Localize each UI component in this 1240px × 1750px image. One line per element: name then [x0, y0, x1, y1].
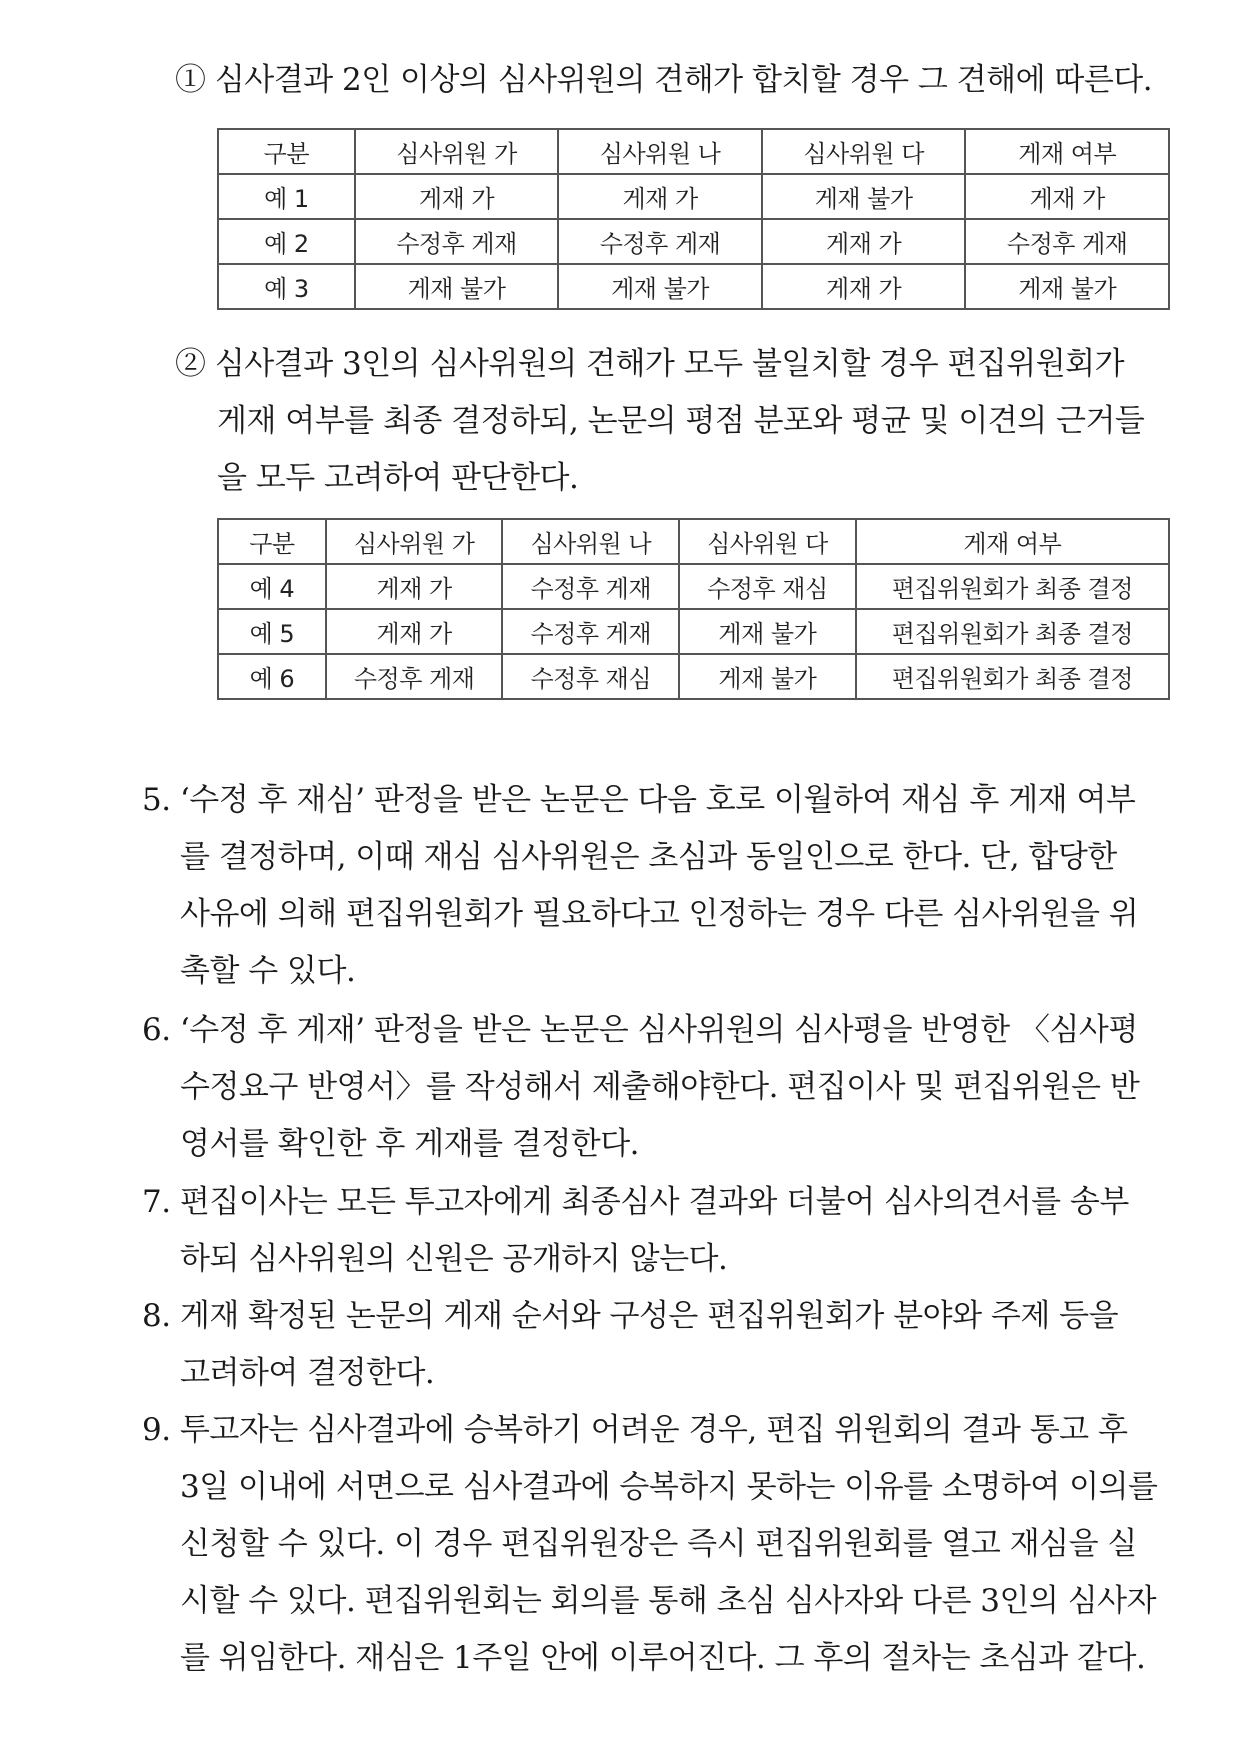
table-cell: 수정후 게재: [965, 219, 1169, 264]
item-6-line: 영서를 확인한 후 게재를 결정한다.: [180, 1126, 640, 1162]
table-cell: 예 1: [218, 174, 355, 219]
rule-2-line: 게재 여부를 최종 결정하되, 논문의 평점 분포와 평균 및 이견의 근거들: [217, 403, 1145, 439]
table-cell: 게재 가: [965, 174, 1169, 219]
table-cell: 수정후 재심: [679, 564, 856, 609]
item-8-paragraph: [142, 1288, 1175, 1402]
item-5-line: 5. ‘수정 후 재심’ 판정을 받은 논문은 다음 호로 이월하여 재심 후 게재 여부: [142, 782, 1136, 818]
table-cell: 수정후 재심: [502, 654, 679, 699]
table-cell: 편집위원회가 최종 결정: [856, 609, 1169, 654]
table-cell: 게재 불가: [762, 174, 966, 219]
header-cell-reviewer-a: 심사위원 가: [326, 519, 503, 564]
header-cell-reviewer-b: 심사위원 나: [558, 129, 762, 174]
table-row: [218, 264, 1169, 309]
review-examples-table-2: [217, 518, 1170, 700]
item-7-line: 하되 심사위원의 신원은 공개하지 않는다.: [180, 1241, 728, 1277]
header-cell-decision: 게재 여부: [856, 519, 1169, 564]
table-cell: 게재 불가: [679, 654, 856, 699]
table-cell: 수정후 게재: [558, 219, 762, 264]
item-5-paragraph: [142, 772, 1175, 1000]
table-cell: 게재 가: [762, 264, 966, 309]
table-cell: 게재 가: [355, 174, 559, 219]
header-cell-category: 구분: [218, 129, 355, 174]
table-cell: 편집위원회가 최종 결정: [856, 564, 1169, 609]
table-cell: 게재 가: [558, 174, 762, 219]
table-row: [218, 654, 1169, 699]
table-cell: 수정후 게재: [502, 609, 679, 654]
item-9-line: 시할 수 있다. 편집위원회는 회의를 통해 초심 심사자와 다른 3인의 심사자: [180, 1583, 1157, 1619]
table-header-row: [218, 129, 1169, 174]
rule-2-line: 을 모두 고려하여 판단한다.: [217, 460, 579, 496]
header-cell-decision: 게재 여부: [965, 129, 1169, 174]
table-row: [218, 174, 1169, 219]
table-row: [218, 564, 1169, 609]
table-cell: 게재 불가: [558, 264, 762, 309]
item-9-line: 9. 투고자는 심사결과에 승복하기 어려운 경우, 편집 위원회의 결과 통고 후: [142, 1412, 1128, 1448]
table-cell: 수정후 게재: [326, 654, 503, 699]
rule-2-paragraph: [175, 336, 1175, 507]
header-cell-category: 구분: [218, 519, 326, 564]
item-9-line: 3일 이내에 서면으로 심사결과에 승복하지 못하는 이유를 소명하여 이의를: [180, 1469, 1158, 1505]
table-cell: 게재 가: [326, 564, 503, 609]
table-cell: 수정후 게재: [502, 564, 679, 609]
table-cell: 예 5: [218, 609, 326, 654]
item-7-paragraph: [142, 1174, 1175, 1288]
header-cell-reviewer-b: 심사위원 나: [502, 519, 679, 564]
table-cell: 게재 불가: [679, 609, 856, 654]
table-row: [218, 609, 1169, 654]
table-cell: 예 3: [218, 264, 355, 309]
table-cell: 예 4: [218, 564, 326, 609]
item-8-line: 8. 게재 확정된 논문의 게재 순서와 구성은 편집위원회가 분야와 주제 등을: [142, 1298, 1119, 1334]
table-cell: 편집위원회가 최종 결정: [856, 654, 1169, 699]
item-5-line: 를 결정하며, 이때 재심 심사위원은 초심과 동일인으로 한다. 단, 합당한: [180, 839, 1117, 875]
table-header-row: [218, 519, 1169, 564]
table-cell: 수정후 게재: [355, 219, 559, 264]
item-5-line: 촉할 수 있다.: [180, 953, 356, 989]
item-9-line: 신청할 수 있다. 이 경우 편집위원장은 즉시 편집위원회를 열고 재심을 실: [180, 1526, 1137, 1562]
item-5-line: 사유에 의해 편집위원회가 필요하다고 인정하는 경우 다른 심사위원을 위: [180, 896, 1139, 932]
table-row: [218, 219, 1169, 264]
item-6-line: 수정요구 반영서〉를 작성해서 제출해야한다. 편집이사 및 편집위원은 반: [180, 1069, 1140, 1105]
table-cell: 게재 가: [326, 609, 503, 654]
item-6-line: 6. ‘수정 후 게재’ 판정을 받은 논문은 심사위원의 심사평을 반영한 〈심사평: [142, 1012, 1138, 1048]
item-9-paragraph: [142, 1402, 1175, 1687]
header-cell-reviewer-c: 심사위원 다: [762, 129, 966, 174]
item-9-line: 를 위임한다. 재심은 1주일 안에 이루어진다. 그 후의 절차는 초심과 같다.: [180, 1640, 1146, 1676]
item-6-paragraph: [142, 1002, 1175, 1173]
table-cell: 게재 불가: [355, 264, 559, 309]
rule-1-line: ① 심사결과 2인 이상의 심사위원의 견해가 합치할 경우 그 견해에 따른다.: [175, 62, 1153, 98]
item-7-line: 7. 편집이사는 모든 투고자에게 최종심사 결과와 더불어 심사의견서를 송부: [142, 1184, 1129, 1220]
item-8-line: 고려하여 결정한다.: [180, 1355, 435, 1391]
table-cell: 예 6: [218, 654, 326, 699]
rule-1-paragraph: [175, 52, 1175, 109]
rule-2-line: ② 심사결과 3인의 심사위원의 견해가 모두 불일치할 경우 편집위원회가: [175, 346, 1125, 382]
table-cell: 게재 가: [762, 219, 966, 264]
review-examples-table-1: [217, 128, 1170, 310]
table-cell: 예 2: [218, 219, 355, 264]
header-cell-reviewer-a: 심사위원 가: [355, 129, 559, 174]
table-cell: 게재 불가: [965, 264, 1169, 309]
header-cell-reviewer-c: 심사위원 다: [679, 519, 856, 564]
